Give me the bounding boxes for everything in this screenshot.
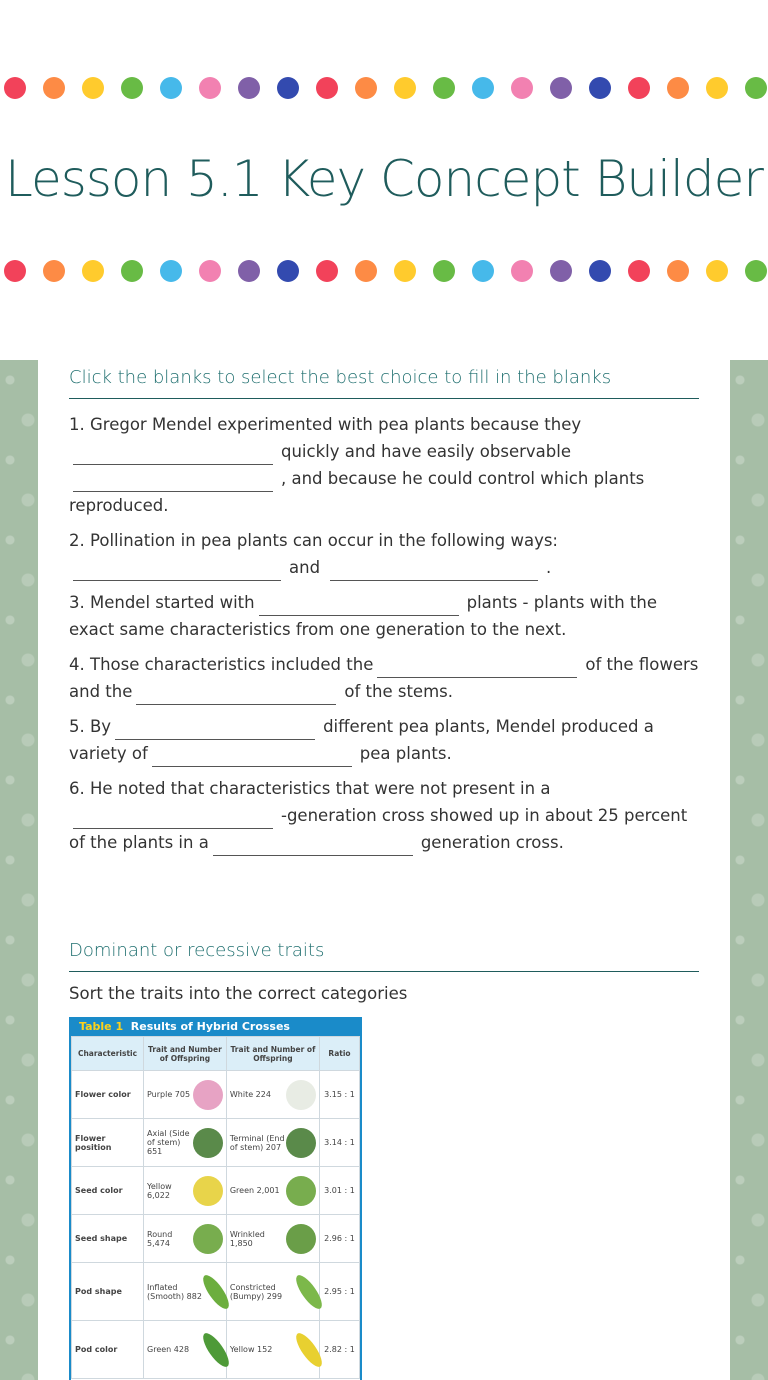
dot bbox=[316, 260, 338, 282]
trait-text: Purple 705 bbox=[147, 1090, 191, 1099]
sort-section bbox=[69, 940, 699, 1003]
dot bbox=[4, 77, 26, 99]
table-row bbox=[72, 1119, 360, 1167]
trait-illustration-icon bbox=[193, 1176, 223, 1206]
dot bbox=[511, 260, 533, 282]
dot bbox=[628, 260, 650, 282]
dot bbox=[121, 260, 143, 282]
trait-text: Round 5,474 bbox=[147, 1229, 173, 1248]
trait-cell bbox=[226, 1071, 319, 1119]
dot bbox=[394, 77, 416, 99]
dot bbox=[745, 260, 767, 282]
trait-cell bbox=[144, 1263, 227, 1321]
trait-cell bbox=[226, 1263, 319, 1321]
characteristic-cell: Seed shape bbox=[72, 1215, 144, 1263]
ratio-cell: 2.82 : 1 bbox=[320, 1321, 360, 1379]
blank-2b[interactable] bbox=[330, 563, 538, 581]
table-caption: Table 1 Results of Hybrid Crosses bbox=[71, 1019, 360, 1036]
characteristic-cell: Flower color bbox=[72, 1071, 144, 1119]
dot bbox=[550, 260, 572, 282]
ratio-cell: 2.95 : 1 bbox=[320, 1263, 360, 1321]
ratio-cell: 3.15 : 1 bbox=[320, 1071, 360, 1119]
blank-2a[interactable] bbox=[73, 563, 281, 581]
characteristic-cell: Flower position bbox=[72, 1119, 144, 1167]
dot bbox=[4, 260, 26, 282]
trait-cell bbox=[226, 1167, 319, 1215]
blank-5b[interactable] bbox=[152, 749, 352, 767]
dot bbox=[550, 77, 572, 99]
section-title: Click the blanks to select the best choice to fill in the blanks bbox=[69, 367, 699, 399]
hybrid-crosses-table-image bbox=[69, 1017, 362, 1380]
column-header: Characteristic bbox=[72, 1037, 144, 1071]
trait-illustration-icon bbox=[286, 1224, 316, 1254]
trait-text: Terminal (End of stem) 207 bbox=[229, 1133, 285, 1152]
dot bbox=[82, 77, 104, 99]
trait-illustration-icon bbox=[286, 1080, 316, 1110]
dot bbox=[355, 77, 377, 99]
trait-text: Inflated (Smooth) 882 bbox=[147, 1282, 202, 1301]
dot bbox=[160, 260, 182, 282]
dot bbox=[394, 260, 416, 282]
dot bbox=[667, 77, 689, 99]
dot bbox=[667, 260, 689, 282]
trait-cell bbox=[144, 1167, 227, 1215]
blank-4b[interactable] bbox=[136, 687, 336, 705]
dot bbox=[472, 260, 494, 282]
fill-blanks-section bbox=[69, 367, 699, 856]
trait-illustration-icon bbox=[286, 1128, 316, 1158]
dot bbox=[277, 260, 299, 282]
trait-illustration-icon bbox=[193, 1080, 223, 1110]
question-2: 2. Pollination in pea plants can occur in the following ways: and . bbox=[69, 527, 699, 581]
ratio-cell: 3.01 : 1 bbox=[320, 1167, 360, 1215]
dot bbox=[706, 260, 728, 282]
trait-cell bbox=[144, 1119, 227, 1167]
column-header: Trait and Number of Offspring bbox=[226, 1037, 319, 1071]
dot bbox=[355, 260, 377, 282]
trait-text: White 224 bbox=[229, 1090, 271, 1099]
trait-text: Axial (Side of stem) 651 bbox=[147, 1129, 190, 1156]
question-6: 6. He noted that characteristics that were not present in a -generation cross showed up in about 25 percent of the plants in a generation cross. bbox=[69, 775, 699, 856]
dot bbox=[121, 77, 143, 99]
characteristic-cell: Pod color bbox=[72, 1321, 144, 1379]
trait-cell bbox=[144, 1071, 227, 1119]
dot bbox=[472, 77, 494, 99]
question-1: 1. Gregor Mendel experimented with pea plants because they quickly and have easily observable , and because he could control which plants reproduced. bbox=[69, 415, 645, 515]
ratio-cell: 2.96 : 1 bbox=[320, 1215, 360, 1263]
trait-illustration-icon bbox=[286, 1176, 316, 1206]
column-header: Trait and Number of Offspring bbox=[144, 1037, 227, 1071]
question-3: 3. Mendel started with plants - plants with the exact same characteristics from one generation to the next. bbox=[69, 593, 657, 639]
dot bbox=[745, 77, 767, 99]
decorative-side-panel-left bbox=[0, 360, 38, 1380]
dot bbox=[433, 260, 455, 282]
blank-6a[interactable] bbox=[73, 811, 273, 829]
dot bbox=[628, 77, 650, 99]
decorative-side-panel-right bbox=[730, 360, 768, 1380]
trait-cell bbox=[226, 1321, 319, 1379]
dot bbox=[589, 260, 611, 282]
blank-3a[interactable] bbox=[259, 598, 459, 616]
table-row bbox=[72, 1321, 360, 1379]
trait-cell bbox=[226, 1119, 319, 1167]
dot bbox=[238, 77, 260, 99]
table-row bbox=[72, 1215, 360, 1263]
dot bbox=[82, 260, 104, 282]
column-header: Ratio bbox=[320, 1037, 360, 1071]
question-5: 5. By different pea plants, Mendel produced a variety of pea plants. bbox=[69, 713, 699, 767]
trait-text: Green 2,001 bbox=[229, 1186, 280, 1195]
table-row bbox=[72, 1263, 360, 1321]
dot bbox=[160, 77, 182, 99]
trait-cell bbox=[144, 1215, 227, 1263]
table-row bbox=[72, 1071, 360, 1119]
dot bbox=[277, 77, 299, 99]
characteristic-cell: Pod shape bbox=[72, 1263, 144, 1321]
trait-text: Wrinkled 1,850 bbox=[229, 1229, 265, 1248]
dot bbox=[706, 77, 728, 99]
blank-6b[interactable] bbox=[213, 838, 413, 856]
dot-border-top bbox=[4, 77, 768, 99]
dot bbox=[511, 77, 533, 99]
blank-1a[interactable] bbox=[73, 447, 273, 465]
trait-illustration-icon bbox=[193, 1224, 223, 1254]
blank-1b[interactable] bbox=[73, 474, 273, 492]
trait-text: Green 428 bbox=[147, 1345, 190, 1354]
characteristic-cell: Seed color bbox=[72, 1167, 144, 1215]
dot bbox=[43, 260, 65, 282]
ratio-cell: 3.14 : 1 bbox=[320, 1119, 360, 1167]
dot-border-bottom bbox=[4, 260, 768, 282]
dot bbox=[238, 260, 260, 282]
trait-cell bbox=[226, 1215, 319, 1263]
trait-text: Yellow 6,022 bbox=[147, 1181, 172, 1200]
dot bbox=[589, 77, 611, 99]
trait-illustration-icon bbox=[193, 1128, 223, 1158]
dot bbox=[199, 77, 221, 99]
blank-4a[interactable] bbox=[377, 660, 577, 678]
dot bbox=[433, 77, 455, 99]
section-title: Dominant or recessive traits bbox=[69, 940, 699, 972]
table-row bbox=[72, 1167, 360, 1215]
instruction: Sort the traits into the correct categories bbox=[69, 984, 408, 1003]
trait-text: Yellow 152 bbox=[229, 1345, 273, 1354]
trait-cell bbox=[144, 1321, 227, 1379]
dot bbox=[316, 77, 338, 99]
blank-5a[interactable] bbox=[115, 722, 315, 740]
dot bbox=[43, 77, 65, 99]
question-4: 4. Those characteristics included the of the flowers and the of the stems. bbox=[69, 651, 699, 705]
page-title: Lesson 5.1 Key Concept Builder bbox=[5, 150, 763, 208]
trait-text: Constricted (Bumpy) 299 bbox=[229, 1282, 283, 1301]
dot bbox=[199, 260, 221, 282]
